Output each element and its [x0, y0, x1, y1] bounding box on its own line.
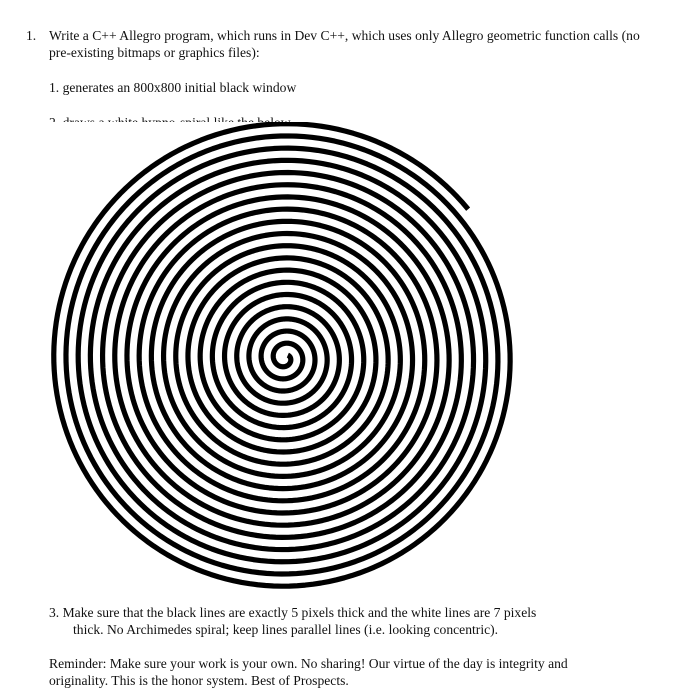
question-text-line-1: Write a C++ Allegro program, which runs in Dev C++, which uses only Allegro geometric function calls (no [49, 28, 640, 43]
spiral-stroke [54, 124, 510, 586]
requirement-item-3-line-1: 3. Make sure that the black lines are exactly 5 pixels thick and the white lines are 7 pixels [49, 605, 537, 620]
reminder-line-2: originality. This is the honor system. Best of Prospects. [49, 673, 349, 688]
requirement-item-2: 2. draws a white hypno-spiral like the below [49, 115, 291, 130]
requirement-item-1: 1. generates an 800x800 initial black window [49, 80, 297, 95]
hypno-spiral-image [40, 122, 534, 592]
reminder-line-1: Reminder: Make sure your work is your own. No sharing! Our virtue of the day is integrity and [49, 656, 568, 671]
question-text-line-2: pre-existing bitmaps or graphics files): [49, 45, 260, 60]
question-number: 1. [26, 28, 37, 43]
requirement-item-3-line-2: thick. No Archimedes spiral; keep lines parallel lines (i.e. looking concentric). [73, 622, 499, 637]
